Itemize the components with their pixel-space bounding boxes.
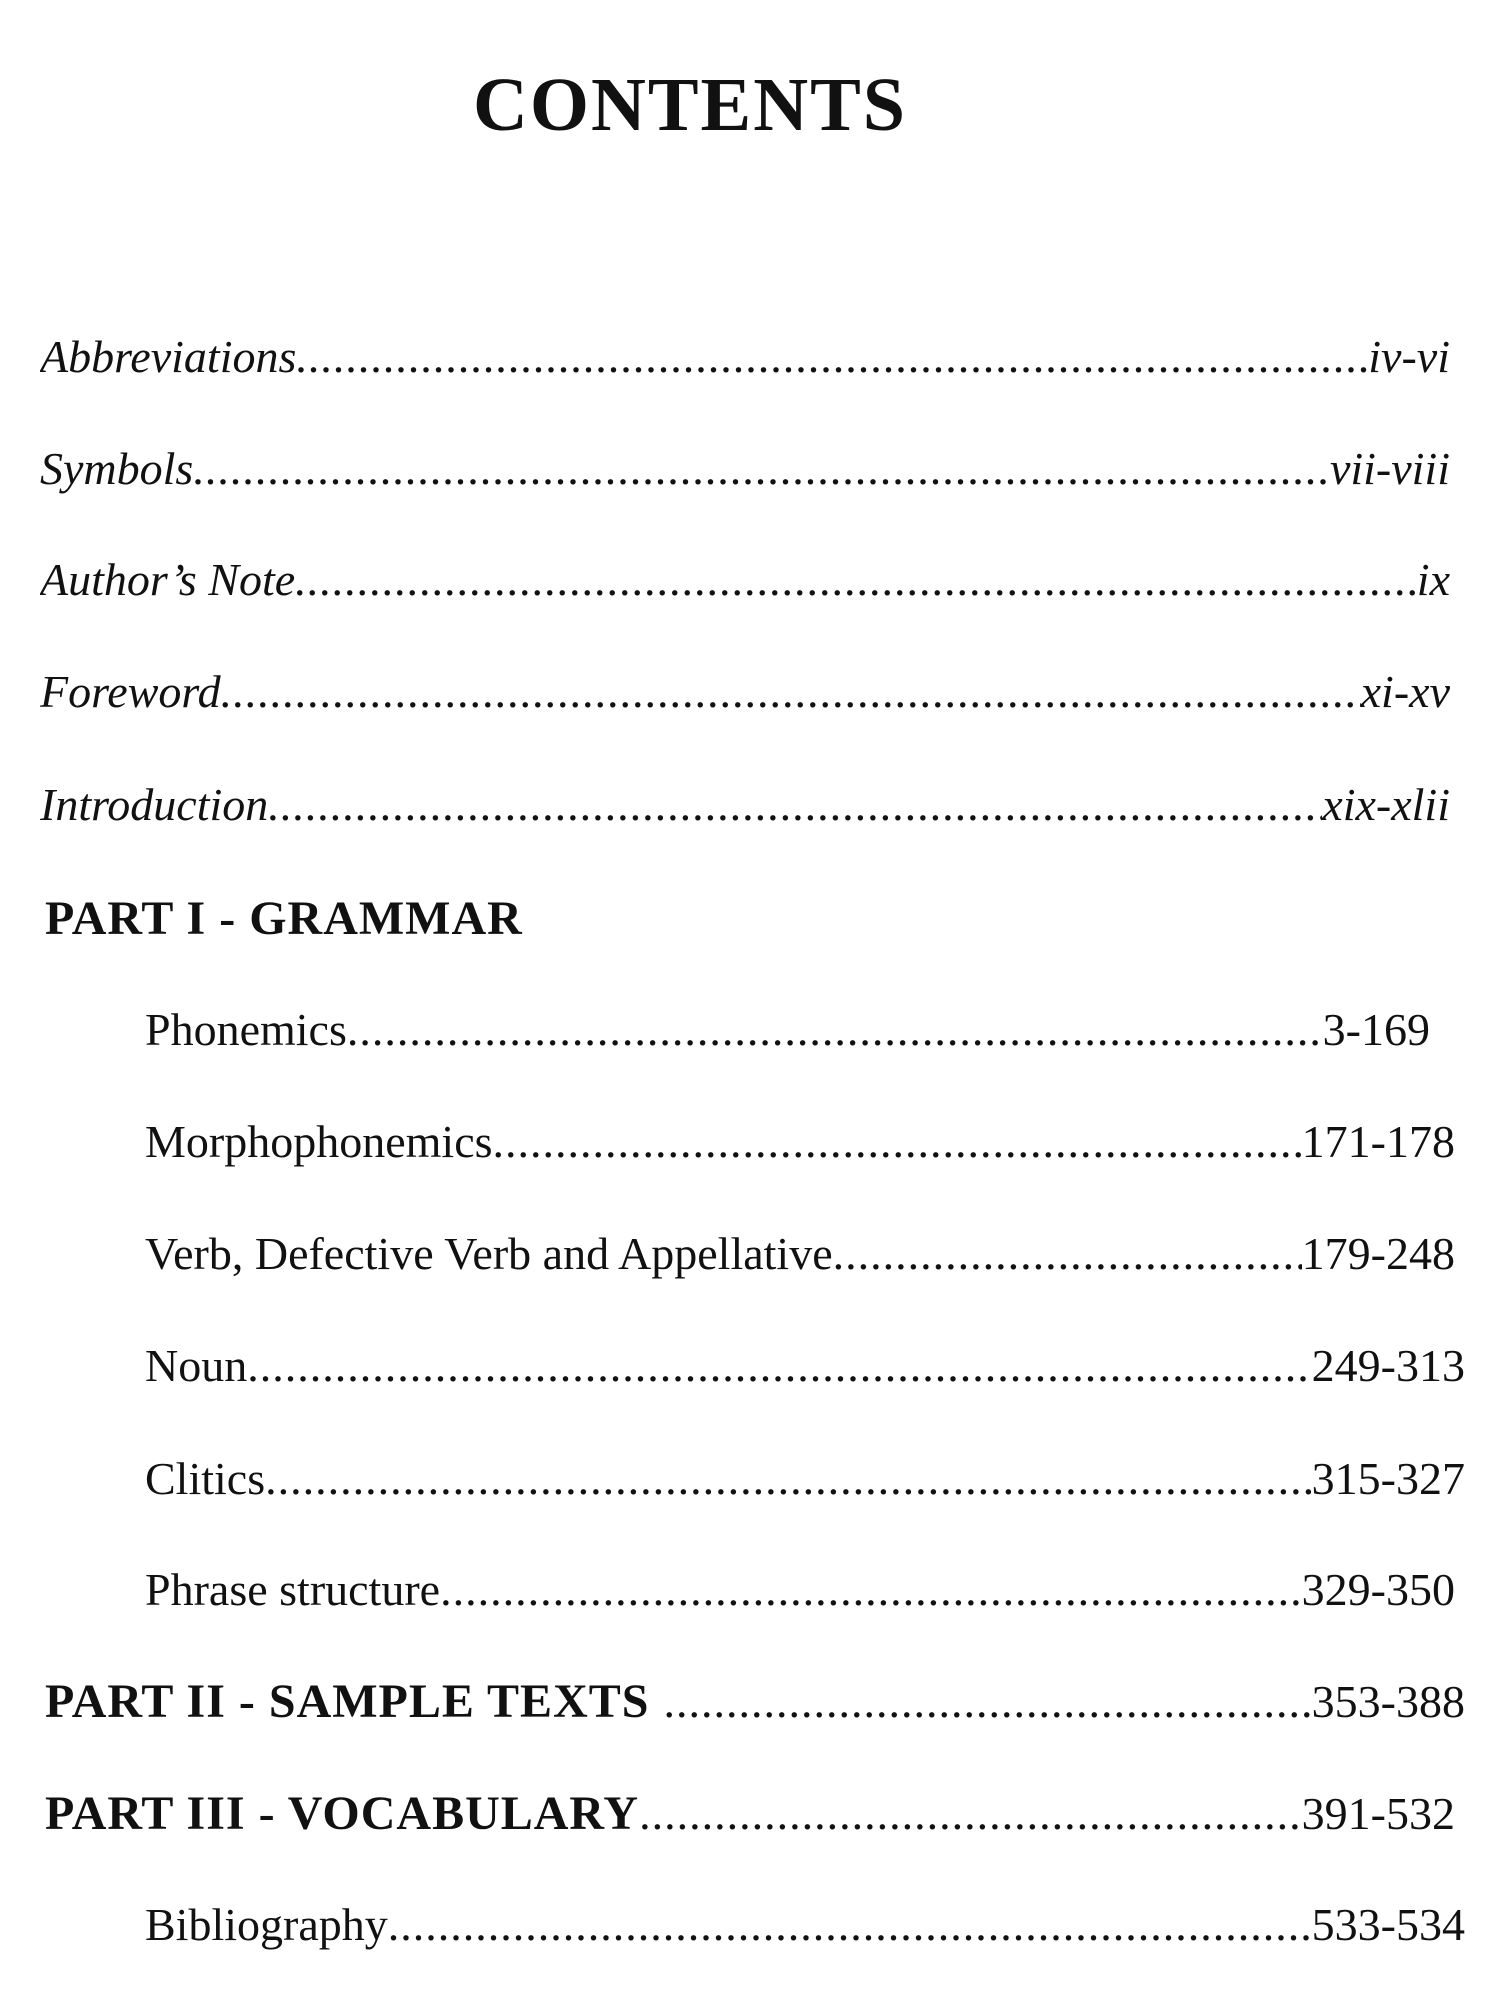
part-heading-label: PART I - GRAMMAR	[45, 892, 523, 945]
toc-entry-authors-note[interactable]	[40, 545, 1450, 615]
toc-entry-label: Introduction	[40, 779, 269, 830]
dot-leader	[388, 1890, 1312, 1960]
toc-entry-page: xix-xlii	[1322, 779, 1450, 830]
part-heading-sample-texts[interactable]	[45, 1665, 1465, 1739]
toc-entry-label: Foreword	[40, 666, 221, 717]
part-heading-vocabulary[interactable]	[45, 1777, 1465, 1851]
toc-entry-page: 179-248	[1301, 1228, 1455, 1279]
dot-leader	[221, 657, 1361, 727]
dot-leader	[663, 1665, 1311, 1739]
toc-entry-bibliography[interactable]	[145, 1890, 1465, 1960]
toc-entry-noun[interactable]	[145, 1331, 1465, 1401]
toc-entry-introduction[interactable]	[40, 770, 1450, 840]
dot-leader	[833, 1219, 1302, 1289]
toc-entry-page: vii-viii	[1329, 443, 1450, 494]
toc-entry-page: 249-313	[1311, 1340, 1465, 1391]
toc-entry-label: Phrase structure	[145, 1564, 441, 1615]
dot-leader	[347, 995, 1323, 1065]
toc-entry-clitics[interactable]	[145, 1444, 1465, 1514]
toc-entry-page: xi-xv	[1360, 666, 1450, 717]
toc-entry-abbreviations[interactable]	[40, 322, 1450, 392]
toc-entry-page: 353-388	[1311, 1676, 1465, 1727]
toc-entry-phonemics[interactable]	[145, 995, 1465, 1065]
toc-entry-page: ix	[1416, 554, 1450, 605]
toc-entry-page: 171-178	[1301, 1116, 1455, 1167]
dot-leader	[296, 322, 1368, 392]
dot-leader	[295, 545, 1417, 615]
toc-entry-page: 3-169	[1322, 1004, 1430, 1055]
toc-entry-verb[interactable]	[145, 1219, 1465, 1289]
dot-leader	[440, 1555, 1302, 1625]
part-heading-label: PART III - VOCABULARY	[45, 1787, 640, 1840]
toc-entry-page: 329-350	[1301, 1564, 1455, 1615]
dot-leader	[493, 1107, 1302, 1177]
toc-entry-label: Noun	[145, 1340, 248, 1391]
part-heading-label: PART II - SAMPLE TEXTS	[45, 1675, 650, 1728]
toc-entry-label: Verb, Defective Verb and Appellative	[145, 1228, 833, 1279]
toc-entry-page: 391-532	[1301, 1788, 1455, 1839]
dot-leader	[247, 1331, 1311, 1401]
page-title: CONTENTS	[472, 63, 908, 147]
part-heading-grammar	[45, 882, 1465, 956]
toc-entry-label: Morphophonemics	[145, 1116, 493, 1167]
toc-entry-symbols[interactable]	[40, 434, 1450, 504]
dot-leader	[268, 770, 1322, 840]
toc-entry-phrase-structure[interactable]	[145, 1555, 1465, 1625]
toc-entry-label: Bibliography	[145, 1899, 388, 1950]
toc-entry-page: 533-534	[1311, 1899, 1465, 1950]
toc-entry-label: Clitics	[145, 1453, 266, 1504]
toc-entry-morphophonemics[interactable]	[145, 1107, 1465, 1177]
toc-entry-label: Phonemics	[145, 1004, 347, 1055]
toc-entry-label: Abbreviations	[40, 331, 297, 382]
dot-leader	[639, 1777, 1302, 1851]
dot-leader	[193, 434, 1330, 504]
toc-entry-label: Symbols	[40, 443, 194, 494]
toc-entry-foreword[interactable]	[40, 657, 1450, 727]
dot-leader	[265, 1444, 1312, 1514]
toc-entry-page: iv-vi	[1368, 331, 1450, 382]
toc-entry-page: 315-327	[1311, 1453, 1465, 1504]
toc-entry-label: Author’s Note	[40, 554, 296, 605]
